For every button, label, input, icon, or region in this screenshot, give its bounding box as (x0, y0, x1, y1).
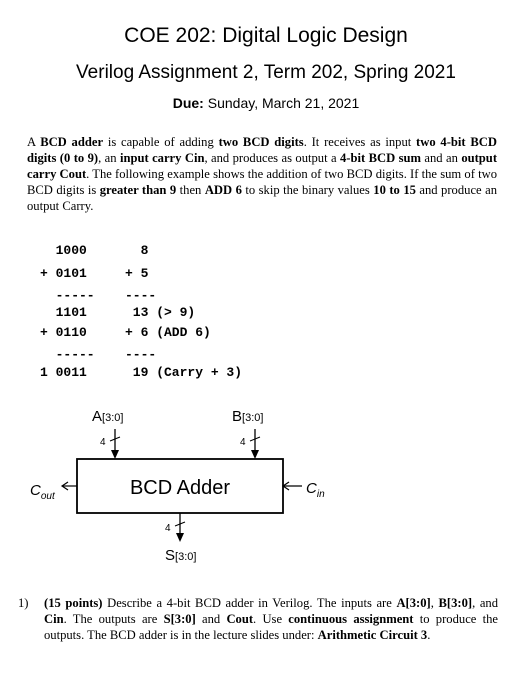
decimal-divider: ---- (125, 288, 157, 303)
cin-label: $C_{in}$ (306, 480, 325, 500)
intro-bold: 10 to 15 (373, 183, 416, 197)
question-bold: continuous assignment (288, 612, 414, 626)
intro-text: then (176, 183, 205, 197)
input-b-width: 4 (240, 437, 246, 448)
intro-bold: 4-bit BCD sum (340, 151, 421, 165)
binary-result: 1 0011 (40, 365, 87, 380)
intro-bold: input carry Cin (119, 151, 205, 165)
input-b-label: B[3:0] (232, 408, 264, 425)
cout-label: $C_{out}$ (30, 482, 55, 502)
decimal-operand-2: + 5 (125, 266, 149, 281)
question-part: , and (472, 596, 499, 610)
output-s-width: 4 (165, 523, 171, 534)
bcd-adder-block-diagram (0, 395, 532, 575)
bcd-adder-label: BCD Adder (129, 477, 231, 499)
intro-text: , an (98, 151, 120, 165)
due-date: Sunday, March 21, 2021 (207, 95, 360, 111)
question-bold: Arithmetic Circuit 3 (317, 628, 428, 642)
intro-text: . It receives as input (303, 135, 417, 149)
intro-paragraph (27, 134, 497, 214)
question-1 (18, 595, 498, 643)
binary-divider: ----- (40, 347, 95, 362)
decimal-correction: + 6 (ADD 6) (125, 325, 211, 340)
due-date-line (0, 95, 532, 111)
intro-bold: ADD 6 (204, 183, 242, 197)
question-bold: Cout (226, 612, 254, 626)
intro-text: . The following example shows the addition of two BCD digits. If the sum of two BCD digits is (27, 167, 497, 197)
binary-operand-1: 1000 (40, 243, 87, 258)
question-part: . The outputs are (63, 612, 164, 626)
binary-correction: + 0110 (40, 325, 87, 340)
question-part: to produce the outputs. The BCD adder is in the lecture slides under: (44, 612, 499, 642)
intro-text: and produce an output Carry. (27, 183, 497, 213)
decimal-operand-1: 8 (125, 243, 149, 258)
question-part: . Use (253, 612, 289, 626)
question-bold: B[3:0] (438, 596, 473, 610)
intro-text: is capable of adding (103, 135, 219, 149)
question-number: 1) (18, 596, 29, 610)
binary-sum-1: 1101 (40, 305, 87, 320)
input-a-arrow (111, 450, 119, 459)
question-bold: Cin (44, 612, 64, 626)
binary-operand-2: + 0101 (40, 266, 87, 281)
decimal-result: 19 (Carry + 3) (125, 365, 243, 380)
intro-text: to skip the binary values (241, 183, 374, 197)
question-bold: S[3:0] (163, 612, 196, 626)
binary-divider: ----- (40, 288, 95, 303)
question-bold: A[3:0] (396, 596, 431, 610)
question-part: , (430, 596, 439, 610)
intro-bold: two BCD digits (218, 135, 304, 149)
intro-bold: BCD adder (40, 135, 104, 149)
due-label: Due: (172, 95, 204, 111)
intro-text: and an (421, 151, 462, 165)
intro-text: A (27, 135, 41, 149)
page-title: COE 202: Digital Logic Design (124, 24, 408, 47)
question-part: and (195, 612, 227, 626)
output-s-arrow (176, 533, 184, 542)
input-b-arrow (251, 450, 259, 459)
input-a-width: 4 (100, 437, 106, 448)
intro-bold: output carry Cout (27, 151, 498, 181)
intro-bold: two 4-bit BCD digits (0 to 9) (27, 135, 497, 165)
question-text (44, 595, 498, 643)
decimal-sum-1: 13 (> 9) (125, 305, 196, 320)
decimal-divider: ---- (125, 347, 157, 362)
output-s-label: S[3:0] (165, 547, 197, 564)
intro-bold: greater than 9 (99, 183, 177, 197)
question-bold: (15 points) (44, 596, 103, 610)
question-part: . (427, 628, 431, 642)
intro-text: , and produces as output a (204, 151, 340, 165)
question-part: Describe a 4-bit BCD adder in Verilog. The inputs are (102, 596, 397, 610)
page-subtitle: Verilog Assignment 2, Term 202, Spring 2021 (76, 62, 456, 83)
input-a-label: A[3:0] (92, 408, 124, 425)
